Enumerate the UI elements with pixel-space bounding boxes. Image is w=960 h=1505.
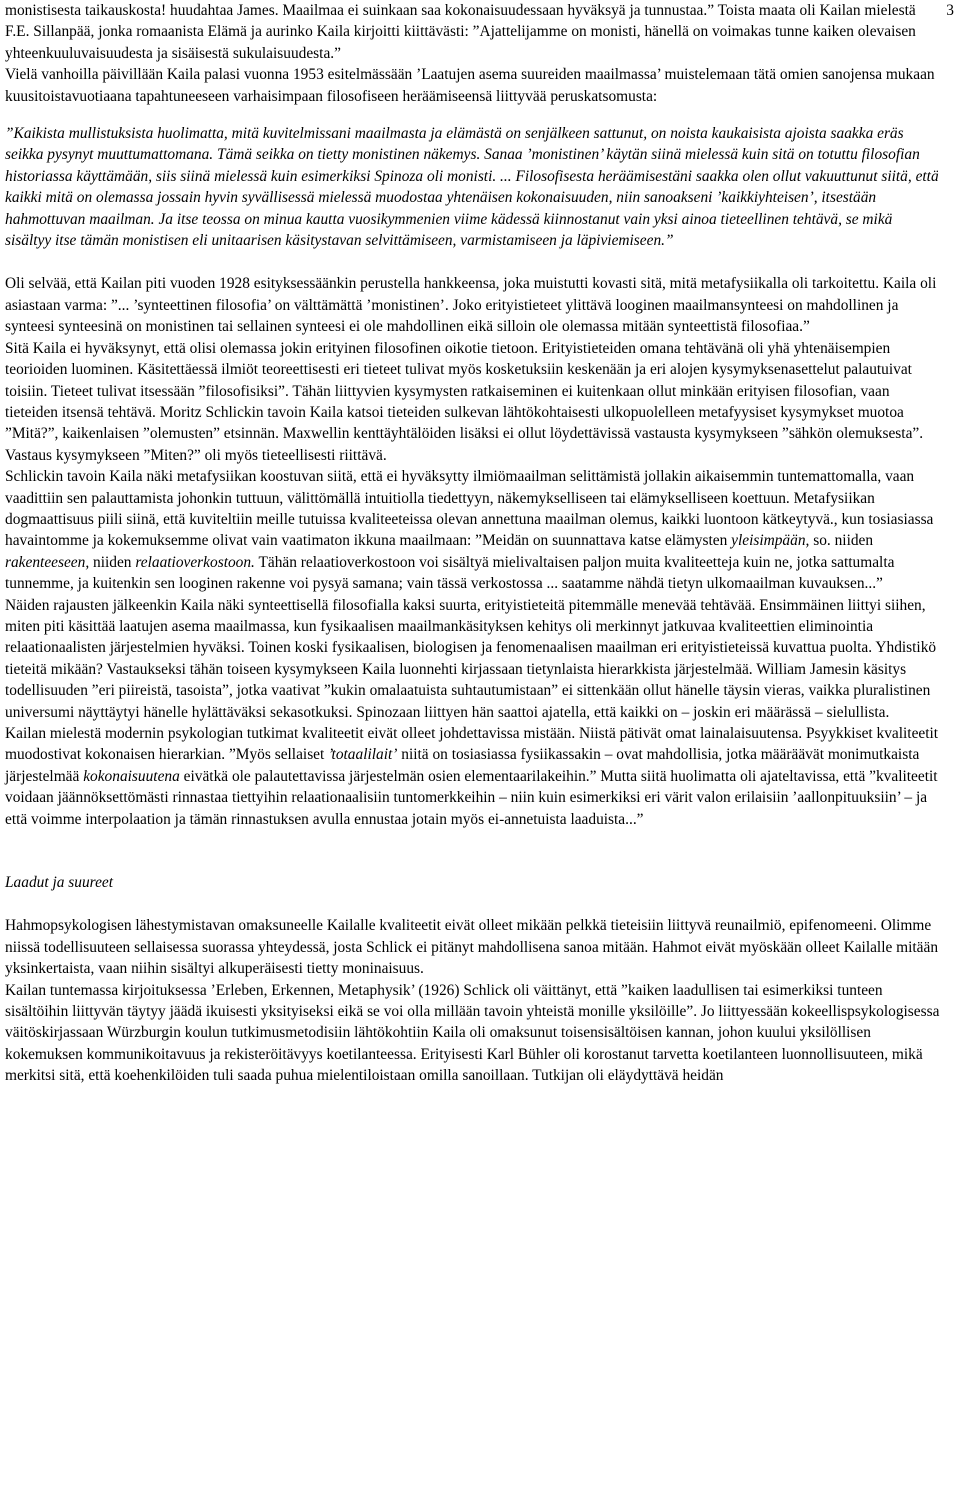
text-run: Tähän relaatioverkostoon voi sisältyä mielivaltaisen paljon muita kvaliteetteja kuin ne, jotka sattumalta tunnemme, ja kuitenkin sen looginen rakenne voi pysyä samana; vain tässä verkostossa ... saatamme nähdä tietyn ulkomaailman kuvauksen...” [5,553,895,593]
text-run: so. niiden [809,532,874,550]
paragraph-james-sillanpaa: monistisesta taikauskosta! huudahtaa James. Maailmaa ei suinkaan saa kokonaisuudessaan hyväksyä ja tunnustaa.” Toista maata oli Kailan mielestä F.E. Sillanpää, jonka romaanista Elämä ja aurinko Kaila kirjoitti kiittävästi: ”Ajattelijamme on monisti, hänellä on voimakas tunne kaiken olevaisen yhteenkuuluvaisuudesta ja sisäisestä sukulaisuudesta.” [5,2,916,62]
text-run: eivätkä ole palautettavissa järjestelmän osien elementaarilakeihin.” Mutta siitä huolimatta oli ajateltavissa, että ”kvaliteetit voidaan jäännöksettömästi rinnastaa tiettyihin relaationaalisiin tuntomerkkeihin – niin kuin esimerkiksi eri värit valon erilaisiin ’aallonpituuksiin’ – ja että voimme interpolaation ja tämän rinnastuksen avulla ennustaa jotain myös ei-annetuista laaduista...” [5,767,938,828]
emphasis-yleisimpaan: yleisimpään, [731,532,810,550]
paragraph-metafysiikka [5,466,941,594]
paragraph-synteettinen-filosofia: Oli selvää, että Kailan piti vuoden 1928 esityksessäänkin perustella hankkeensa, joka muistutti kovasti sitä, mitä metafysiikalla oli tarkoitettu. Kaila oli asiastaan varma: ”... ’synteettinen filosofia’ on välttämättä ’monistinen’. Joko erityistieteet ylittävä looginen maailmansynteesi on mahdollinen ja synteesi synteesinä on monistinen tai sellainen synteesi ei ole mahdollinen eikä silloin ole olemassa mitään synteettistä filosofiaa.” [5,275,937,336]
document-body [5,0,941,1087]
spacer [5,251,941,273]
text-run: niiden [89,553,136,571]
spacer [5,830,941,872]
emphasis-totaalilait: ’totaalilait’ [328,746,398,764]
section-heading: Laadut ja suureet [5,874,114,892]
spacer [5,893,941,915]
emphasis-rakenteeseen: rakenteeseen, [5,553,90,571]
paragraph-hahmopsykologia: Hahmopsykologisen lähestymistavan omaksuneelle Kailalle kvaliteetit eivät olleet mikään pelkkä tieteisiin liittyvä reunailmiö, epifenomeeni. Olimme niissä todellisuuteen sellaisessa suorassa yhteydessä, josta Schlick ei pitänyt mahdollisena sanoa mitään. Hahmot eivät myöskään olleet Kailalle mitään yksinkertaista, vaan niihin sisältyi alkuperäisesti tietty moninaisuus. [5,917,939,978]
text-run: niitä on tosiasiassa fysiikassakin – ovat mahdollisia, jotka määräävät monimutkaista järjestelmää [5,746,920,785]
text-run: Kailan mielestä modernin psykologian tutkimat kvaliteetit eivät olleet johdettavissa mistään. Niistä pätivät omat lainalaisuutensa. Psyykkiset kvaliteetit muodostivat kokonaisen hierarkian. ”Myös sellaiset [5,725,939,764]
paragraph-laatujen-asema: Vielä vanhoilla päivillään Kaila palasi vuonna 1953 esitelmässään ’Laatujen asema suureiden maailmassa’ muistelemaan tätä omien sanojensa mukaan kuusitoistavuotiaana tapahtuneeseen varhaisimpaan filosofiseen heräämiseensä liittyvää peruskatsomusta: [5,66,935,105]
page-number: 3 [946,2,954,19]
paragraph-psykologia-kvaliteetit [5,723,941,830]
paragraph-kaksi-tehtavaa: Näiden rajausten jälkeenkin Kaila näki synteettisellä filosofialla kaksi suurta, erityistieteitä pitemmälle menevää tehtävää. Ensimmäinen liittyi siihen, miten piti käsittää laatujen asema maailmassa, kun fysikaalisen maailmankäsityksen kehitys oli merkinnyt jatkuvaa kvaliteettien eliminointia relaationaalisten järjestelmien hyväksi. Toinen koski fysikaalisen, biologisen ja fenomenaalisen maailman eri erityistieteissä kuvattua puolta. Yhdistikö tieteitä mikään? Vastaukseksi tähän toiseen kysymykseen Kaila luonnehti kirjassaan tietynlaista hierarkkista järjestelmää. William Jamesin käsitys todellisuuden ”eri piireistä, tasoista”, jotka vaativat ”kukin omalaatuista suhtautumistaan” ei sittenkään ollut hänelle täysin vieras, vaikka pluralistinen universumi näyttäytyi hänelle hylättäväksi sekasotkuksi. Spinozaan liittyen hän saattoi ajatella, että kaikki on – joskin eri määrässä – sielullista. [5,596,937,721]
spacer [5,107,941,123]
paragraph-erleben-erkennen: Kailan tuntemassa kirjoituksessa ’Erleben, Erkennen, Metaphysik’ (1926) Schlick oli väittänyt, että ”kaiken laadullisen tai esimerkiksi tunteen sisältöihin liittyvän täytyy jäädä ikuisesti yksityiseksi eikä se voi olla millään tavoin yhteistä monille yksilöille”. Jo liittyessään kokeellispsykologisessa väitöskirjassaan Würzburgin koulun tutkimusmetodisiin lähtökohtiin Kaila oli omaksunut toisensisältöisen kannan, johon kuului yksilöllisen kokemuksen kommunikoitavuus ja rekisteröitävyys koetilanteessa. Erityisesti Karl Bühler oli korostanut tarvetta koetilanteen luonnollisuuteen, mikä merkitsi sitä, että koehenkilöiden tuli saada puhua mielentiloistaan omilla sanoillaan. Tutkijan oli eläydyttävä heidän [5,981,940,1085]
paragraph-erityistieteet: Sitä Kaila ei hyväksynyt, että olisi olemassa jokin erityinen filosofinen oikotie tietoon. Erityistieteiden omana tehtävänä oli yhä yhtenäisempien teorioiden luominen. Käsitettäessä ilmiöt teoreettisesti eri tieteet tulivat myös kosketuksiin keskenään ja eri alojen kysymyksenasettelut palautuivat toisiin. Tieteet tulivat itsessään ”filosofisiksi”. Tähän liittyvien kysymysten ratkaiseminen ei kuitenkaan ollut minkään erityisen filosofian, vaan tieteiden itsensä tehtävä. Moritz Schlickin tavoin Kaila katsoi tieteiden sulkevan lähtökohtaisesti ulkopuolelleen metafyysiset kysymykset muotoa ”Mitä?”, kaikenlaisen ”olemusten” etsinnän. Maxwellin kenttäyhtälöiden lisäksi ei ollut löydettävissä vastausta kysymykseen ”sähkön olemuksesta”. Vastaus kysymykseen ”Miten?” oli myös tieteellisesti riittävä. [5,339,924,464]
emphasis-kokonaisuutena: kokonaisuutena [83,767,180,785]
emphasis-relaatioverkostoon: relaatioverkostoon. [135,553,255,571]
text-run: Schlickin tavoin Kaila näki metafysiikan koostuvan siitä, että ei hyväksytty ilmiömaailman selittämistä jollakin aikaisemmin tuntemattomalla, vaan vaadittiin sen palauttamista johonkin tuttuun, välittömällä intuitiolla tiedettyyn, näkemykselliseen tai elämykselliseen koettuun. Metafysiikan dogmaattisuus piili siinä, että kuviteltiin meille tutuissa kvaliteeteissa olevan annettuna maailman olemus, kaikki luontoon kätkeytyvä., kun tosiasiassa havaintomme ja kokemuksemme olivat vain vaatimaton ikkuna maailmaan: ”Meidän on suunnattava katse elämysten [5,468,934,550]
block-quote-kaila: ”Kaikista mullistuksista huolimatta, mitä kuvitelmissani maailmasta ja elämästä on senjälkeen sattunut, on noista kaukaisista ajoista saakka eräs seikka pysynyt muuttumattomana. Tämä seikka on tietty monistinen näkemys. Sanaa ’monistinen’ käytän siinä mielessä kuin sitä on totuttu filosofian historiassa käyttämään, siis siinä mielessä kuin esimerkiksi Spinoza oli monisti. ... Filosofisesta heräämisestäni saakka olen ollut vakuuttunut siitä, että kaikki mitä on olemassa jossain hyvin syvällisessä mielessä muodostaa yhtenäisen kokonaisuuden, niin sanoakseni ’kaikkiyhteisen’, itsestään hahmottuvan maailman. Ja itse teossa on minua kautta vuosikymmenien viime kädessä kiinnostanut vain yksi ainoa tieteellinen tehtävä, se mikä sisältyy itse tämän monistisen eli unitaarisen käsitystavan selvittämiseen, varmistamiseen ja läpiviemiseen.” [5,125,939,250]
